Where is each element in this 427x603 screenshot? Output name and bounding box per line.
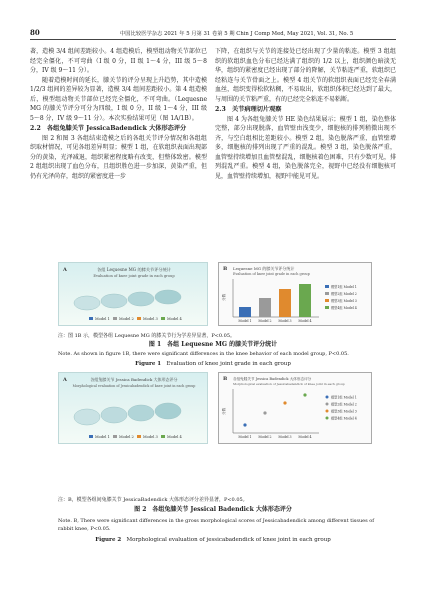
figure-2b-title: 各组兔膝关节 Jessica Badendick 大体形态评分 [233, 377, 312, 381]
figure-2-caption-cn: 图 2 各组兔膝关节 Jessical Badendick 大体形态评分 [134, 506, 292, 513]
figure-1b-xtick-1: Model 1 [238, 319, 252, 323]
figure-1a-label: A [63, 267, 67, 273]
figure-2-note-cn: 注：B，模型各组间兔膝关节 JessicaBadendick 大体形态评分差异显著，P<0.05。 [58, 497, 248, 503]
left-column [30, 47, 207, 181]
figure-2b-xtick-2: Model 2 [258, 435, 272, 439]
figure-2-note-en: Note. B, There were significant differences in the gross morphological scores of Jessicabadendick among different tissues of rabbit knee, P<0.05. [58, 518, 375, 532]
figure-1a-legend-4: Model 4 [167, 317, 182, 321]
figure-2a-scene [74, 403, 181, 425]
figure-1b-legend-4: 模型4组 Model 4 [331, 306, 357, 310]
figure-2-panel-a [58, 372, 208, 444]
figure-1-note-en: Note. As shown in figure 1B, there were significant differences in the knee behavior of each model group, P<0.05. [58, 351, 349, 357]
figure-1b-title: Lequesne MG 的膝关节评分统计 [233, 266, 295, 271]
figure-2b-point-1 [243, 423, 246, 426]
figure-1b-legend-1: 模型1组 Model 1 [331, 285, 357, 289]
figure-2-caption-en [30, 536, 396, 544]
figure-1b-subtitle: Evaluation of knee joint grade in each group [233, 272, 310, 276]
figure-2b-point-3 [283, 401, 286, 404]
figure-1a-title: 各组 Lequesne MG 的膝关节评分统计 [97, 267, 171, 272]
figure-2b-point-4 [303, 393, 306, 396]
figure-1a-legend-1: Model 1 [95, 317, 110, 321]
figure-2b-xtick-4: Model 4 [298, 435, 312, 439]
journal-citation: 中国比较医学杂志 2021 年 5 月第 31 卷第 5 期 Chin J Comp Med, May 2021, Vol. 31, No. 5 [120, 31, 354, 37]
figure-2a-legend-4: Model 4 [167, 435, 182, 439]
figure-1b-ylabel: 分数 [222, 293, 226, 301]
figure-1a-legend-3: Model 3 [143, 317, 158, 321]
figure-1b-bar-4 [299, 284, 311, 317]
figure-2b-chart [219, 373, 373, 445]
figure-2-caption-en-text: Morphological evaluation of jessicabadendick of knee joint in each group [126, 537, 331, 543]
figure-1a-legend [89, 317, 183, 321]
figure-2b-legend-1: 模型1组 Model 1 [331, 395, 357, 400]
figure-1-caption-en-text: Evaluation of knee joint grade in each group [166, 361, 291, 367]
figure-2b-subtitle: Morphological evaluation of Jessicabadendick of knee joint in each group [233, 382, 345, 386]
right-paragraph-2: 图 4 为各组兔膝关节 HE 染色结果展示；模型 1 组，染色整体完整，部分出现脱落，血管壁由浅变少，细胞核的排列稍微出现不齐，与空白组相比差距较小。模型 2 组，染色脱落严重，血管壁增多，细胞核的排列出现了严重的混乱。模型 3 组，染色脱落严重，血管壁持续增加且血管壁混乱，细胞核着色困难，只有少数可见，排列混乱严重。模型 4 组，染色脱落完全，视野中已经没有细胞核可见，血管壁持续增加，视野中能见可见。 [215, 115, 396, 180]
left-paragraph-2: 随着造模时间的延长，膝关节的评分呈现上升趋势，其中造模 1/2/3 组间的差异较为显著，造模 3/4 组间差距较小。第 4 组造模后，模型组动物关节部位已经完全僵化，不可弯曲。（Lequesne MG 的膝关节评分可分为四级，I 级 0 分，II 级 1～4 分，III 级 5～8 分，IV 级 9～11 分）。本次实验结果可见（图 1A/1B）。 [30, 76, 207, 122]
figure-2a-legend-3: Model 3 [143, 435, 158, 439]
figure-1b-legend [325, 284, 357, 310]
figure-2b-xtick-3: Model 3 [278, 435, 292, 439]
figure-1b-xtick-2: Model 2 [258, 319, 272, 323]
figure-2a-title: 各组兔膝关节 Jessica Badendick 大体形态评分 [90, 377, 178, 382]
figure-1b-bar-1 [239, 307, 251, 317]
running-header [30, 28, 396, 40]
figure-1a-legend-2: Model 2 [119, 317, 134, 321]
figure-2a-legend-1: Model 1 [95, 435, 110, 439]
figure-2b-legend [326, 395, 357, 421]
figure-1b-label: B [223, 266, 228, 272]
figure-1-caption-cn: 图 1 各组 Lequesne MG 的膝关节评分统计 [148, 341, 278, 348]
figure-1b-bar-3 [279, 289, 291, 317]
figure-2-panel-b [218, 372, 372, 444]
figure-2b-legend-4: 模型4组 Model 4 [331, 416, 357, 421]
figure-1a-subtitle: Evaluation of knee joint grade in each group [93, 274, 175, 278]
left-paragraph-1: 著，造模 3/4 组间差距较小。4 组造模后，模型组动物关节部位已经完全僵化，不可弯曲（I 级 0 分，II 级 1～4 分，III 级 5～8 分，IV 级 9～11 分）。 [30, 48, 207, 74]
figure-2a-subtitle: Morphological evaluation of Jessicabadendick of knee joint in each group [72, 384, 196, 388]
figure-1b-xtick-3: Model 3 [278, 319, 292, 323]
left-paragraph-3: 图 2 和图 3 各组结束造模之后的各组关节评分情况和各组组织取材情况，可见各组差异明显；模型 1 组，在软组织表面出现部分的黄染，光泽减退，组织紧密程度略有改变，但整体致密。模型 2 组组织出现了血色分布，且组织胜色进一步加深，黄染严重，但仍有光泽尚存，组织的紧密度进一步 [30, 134, 207, 180]
figure-2a-label: A [63, 377, 67, 383]
figure-2b-ylabel: 分数 [222, 407, 226, 415]
page-number: 80 [30, 28, 40, 37]
figure-1b-xtick-4: Model 4 [298, 319, 312, 323]
figure-2b-legend-3: 模型3组 Model 3 [331, 409, 357, 414]
figure-2b-point-2 [263, 411, 266, 414]
figure-1a-chart [59, 263, 209, 327]
figure-1-note-cn: 注：图 1B 示，模型各组 Lequesne MG 的膝关节行为学差异显著，P<0.05。 [58, 333, 236, 339]
figure-2b-legend-2: 模型2组 Model 2 [331, 402, 357, 407]
figure-1b-legend-3: 模型3组 Model 3 [331, 299, 357, 303]
section-heading-2-2: 2.2 各组兔膝关节 JessicaBadendick 大体形态评分 [30, 125, 187, 132]
figure-1-panel-b [218, 262, 372, 326]
right-column [215, 47, 396, 181]
right-paragraph-1: 下降，在组织与关节的连接处已经出现了少量的粘连。模型 3 组组织的软组织血色分布已经达满了组织的 1/2 以上，组织颜色暗淡无华，组织的紧密度已经出现了部分的降解，关节粘连严重，软组织已经粘连与关节骨面之上。模型 4 组关节的软组织表面已经完全春满血丝，组织变得松软粘稠，不易取出，软组织体积已经达到了最大，与周围的关节粘严重，有的已经完全粘连不易粘断。 [215, 48, 396, 103]
figure-2a-legend [89, 435, 183, 439]
section-heading-2-3: 2.3 关节病理切片观察 [215, 106, 282, 113]
figure-1-caption-en-label: Figure 1 [135, 361, 162, 367]
figure-1b-chart [219, 263, 373, 327]
figure-1b-bar-2 [259, 298, 271, 317]
figure-2a-chart [59, 373, 209, 445]
figure-2a-legend-2: Model 2 [119, 435, 134, 439]
figure-2b-xtick-1: Model 1 [238, 435, 252, 439]
figure-1a-scene [74, 290, 181, 310]
figure-2-caption-en-label: Figure 2 [95, 537, 122, 543]
figure-1-caption-en [30, 360, 396, 368]
figure-1b-legend-2: 模型2组 Model 2 [331, 292, 357, 296]
figure-1-panel-a [58, 262, 208, 326]
figure-2b-label: B [223, 376, 228, 382]
